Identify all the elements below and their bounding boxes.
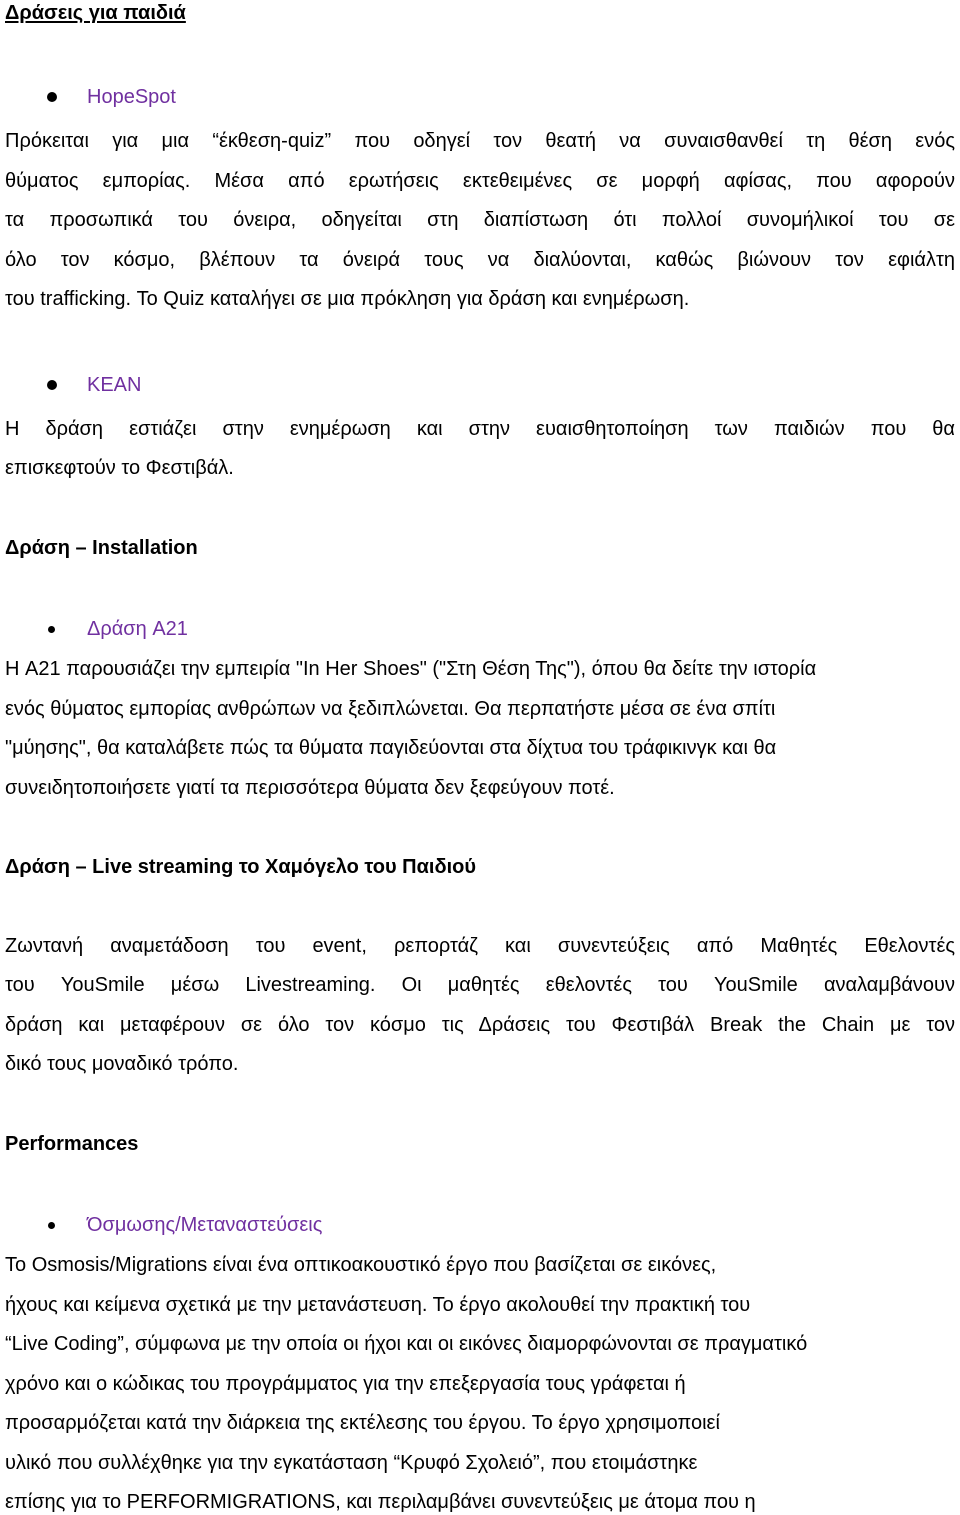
osmosis-line-5: προσαρμόζεται κατά την διάρκεια της εκτέλεσης του έργου. Το έργο χρησιμοποιεί: [5, 1412, 720, 1434]
heading-children-actions: Δράσεις για παιδιά: [5, 2, 186, 24]
a21-line-1: Η A21 παρουσιάζει την εμπειρία "In Her Shoes" ("Στη Θέση Της"), όπου θα δείτε την ιστορία: [5, 658, 817, 680]
a21-line-2: ενός θύματος εμπορίας ανθρώπων να ξεδιπλώνεται. Θα περπατήστε μέσα σε ένα σπίτι: [5, 698, 776, 720]
osmosis-line-7: επίσης για το PERFORMIGRATIONS, και περιλαμβάνει συνεντεύξεις με άτομα που η: [5, 1491, 756, 1513]
osmosis-line-3: “Live Coding”, σύμφωνα με την οποία οι ήχοι και οι εικόνες διαμορφώνονται σε πραγματικό: [5, 1333, 808, 1355]
bullet-dot-icon: [47, 380, 57, 390]
osmosis-title: Όσμωσης/Μεταναστεύσεις: [87, 1214, 323, 1236]
hopespot-line-4: όλο τον κόσμο, βλέπουν τα όνειρά τους να διαλύονται, καθώς βιώνουν τον εφιάλτη: [5, 249, 955, 271]
kean-line-2: επισκεφτούν το Φεστιβάλ.: [5, 457, 234, 479]
osmosis-line-1: Το Osmosis/Migrations είναι ένα οπτικοακουστικό έργο που βασίζεται σε εικόνες,: [5, 1254, 717, 1276]
bullet-a21: [0, 616, 960, 642]
bullet-dot-icon: [48, 626, 55, 633]
kean-title: ΚΕΑΝ: [87, 374, 142, 396]
a21-title: Δράση A21: [87, 618, 188, 640]
hopespot-title: HopeSpot: [87, 86, 176, 108]
bullet-hopespot: [0, 84, 960, 110]
a21-line-4: συνειδητοποιήσετε γιατί τα περισσότερα θύματα δεν ξεφεύγουν ποτέ.: [5, 777, 615, 799]
live-line-1: Ζωντανή αναμετάδοση του event, ρεπορτάζ και συνεντεύξεις από Μαθητές Εθελοντές: [5, 935, 955, 957]
live-line-4: δικό τους μοναδικό τρόπο.: [5, 1053, 239, 1075]
hopespot-line-3: τα προσωπικά του όνειρα, οδηγείται στη διαπίστωση ότι πολλοί συνομήλικοί του σε: [5, 209, 955, 231]
bullet-osmosis: [0, 1212, 960, 1238]
osmosis-line-2: ήχους και κείμενα σχετικά με την μετανάστευση. Το έργο ακολουθεί την πρακτική του: [5, 1294, 751, 1316]
bullet-dot-icon: [47, 92, 57, 102]
a21-line-3: "μύησης", θα καταλάβετε πώς τα θύματα παγιδεύονται στα δίχτυα του τράφικινγκ και θα: [5, 737, 777, 759]
heading-performances: Performances: [5, 1133, 139, 1155]
heading-live-streaming: Δράση – Live streaming το Χαμόγελο του Παιδιού: [5, 856, 477, 878]
hopespot-line-1: Πρόκειται για μια “έκθεση-quiz” που οδηγεί τον θεατή να συναισθανθεί τη θέση ενός: [5, 130, 955, 152]
osmosis-line-4: χρόνο και ο κώδικας του προγράμματος για την επεξεργασία τους γράφεται ή: [5, 1373, 686, 1395]
kean-line-1: Η δράση εστιάζει στην ενημέρωση και στην ευαισθητοποίηση των παιδιών που θα: [5, 418, 955, 440]
hopespot-line-5: του trafficking. Το Quiz καταλήγει σε μια πρόκληση για δράση και ενημέρωση.: [5, 288, 690, 310]
heading-installation: Δράση – Installation: [5, 537, 198, 559]
osmosis-line-6: υλικό που συλλέχθηκε για την εγκατάσταση “Κρυφό Σχολειό”, που ετοιμάστηκε: [5, 1452, 698, 1474]
bullet-kean: [0, 372, 960, 398]
live-line-3: δράση και μεταφέρουν σε όλο τον κόσμο τις Δράσεις του Φεστιβάλ Break the Chain με τον: [5, 1014, 955, 1036]
bullet-dot-icon: [48, 1222, 55, 1229]
hopespot-line-2: θύματος εμπορίας. Μέσα από ερωτήσεις εκτεθειμένες σε μορφή αφίσας, που αφορούν: [5, 170, 955, 192]
live-line-2: του YouSmile μέσω Livestreaming. Οι μαθητές εθελοντές του YouSmile αναλαμβάνουν: [5, 974, 955, 996]
